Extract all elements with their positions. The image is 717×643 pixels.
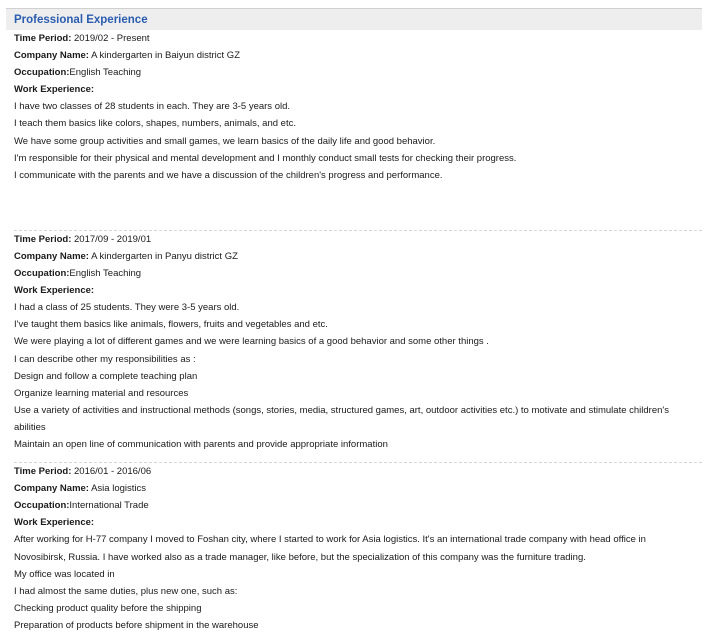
experience-line: I can describe other my responsibilities as :	[14, 353, 196, 365]
time-period-label: Time Period:	[14, 33, 72, 44]
company-value: A kindergarten in Baiyun district GZ	[91, 50, 240, 62]
experience-line: I've taught them basics like animals, flowers, fruits and vegetables and etc.	[14, 319, 328, 331]
spacer	[6, 184, 717, 230]
company-row	[14, 47, 702, 64]
time-period-value: 2019/02 - Present	[74, 33, 150, 44]
experience-line: After working for H-77 company I moved to Foshan city, where I started to work for Asia logistics. It's an international trade company with head office in Novosibirsk, Russia. I have worked also as a trade manager, like before, but the specialization of this company was the furniture trading.	[14, 534, 646, 563]
work-experience-label: Work Experience:	[14, 285, 95, 297]
work-experience-label: Work Experience:	[14, 84, 95, 96]
experience-line: My office was located in	[14, 568, 115, 580]
experience-line: I have two classes of 28 students in each. They are 3-5 years old.	[14, 101, 291, 113]
experience-line: I communicate with the parents and we have a discussion of the children's progress and performance.	[14, 169, 443, 181]
time-period-label: Time Period:	[14, 233, 72, 245]
occupation-value: International Trade	[69, 500, 149, 512]
company-value: Asia logistics	[91, 483, 147, 495]
company-label: Company Name:	[14, 483, 89, 495]
work-experience-label: Work Experience:	[14, 517, 95, 529]
company-label: Company Name:	[14, 50, 89, 62]
occupation-value: English Teaching	[69, 268, 142, 280]
time-period-row	[14, 231, 702, 248]
experience-line: Design and follow a complete teaching plan	[14, 370, 198, 382]
job-entry-2	[6, 231, 702, 453]
work-experience-row	[14, 282, 702, 299]
time-period-label: Time Period:	[14, 466, 72, 478]
experience-line: We have some group activities and small games, we learn basics of the daily life and good behavior.	[14, 135, 436, 147]
occupation-row	[14, 497, 702, 514]
time-period-row	[14, 30, 702, 47]
experience-line: I teach them basics like colors, shapes, numbers, animals, and etc.	[14, 118, 296, 130]
experience-line: Maintain an open line of communication with parents and provide appropriate information	[14, 438, 388, 450]
company-row	[14, 248, 702, 265]
experience-line: Checking product quality before the shipping	[14, 602, 202, 614]
work-experience-row	[14, 81, 702, 98]
occupation-label: Occupation:	[14, 500, 70, 512]
occupation-row	[14, 64, 702, 81]
company-row	[14, 480, 702, 497]
time-period-value: 2016/01 - 2016/06	[74, 466, 152, 478]
experience-line: Preparation of products before shipment in the warehouse	[14, 619, 259, 631]
section-header	[6, 8, 702, 30]
time-period-row	[14, 463, 702, 480]
experience-line: Organize learning material and resources	[14, 387, 189, 399]
experience-line: Use a variety of activities and instructional methods (songs, stories, media, structured games, art, outdoor activities etc.) to motivate and stimulate children's abilities	[14, 404, 669, 433]
company-label: Company Name:	[14, 250, 89, 262]
company-value: A kindergarten in Panyu district GZ	[91, 250, 238, 262]
work-experience-row	[14, 514, 702, 531]
experience-line: I had almost the same duties, plus new one, such as:	[14, 585, 238, 597]
occupation-row	[14, 265, 702, 282]
experience-line: I'm responsible for their physical and mental development and I monthly conduct small tests for checking their progress.	[14, 152, 517, 164]
job-entry-3	[6, 463, 702, 634]
experience-line: We were playing a lot of different games and we were learning basics of a good behavior and some other things .	[14, 336, 489, 348]
section-title: Professional Experience	[14, 13, 148, 26]
job-entry-1	[6, 30, 702, 184]
occupation-value: English Teaching	[69, 67, 142, 79]
spacer	[6, 453, 717, 462]
time-period-value: 2017/09 - 2019/01	[74, 233, 152, 245]
experience-line: I had a class of 25 students. They were 3-5 years old.	[14, 302, 240, 314]
occupation-label: Occupation:	[14, 67, 70, 79]
occupation-label: Occupation:	[14, 268, 70, 280]
